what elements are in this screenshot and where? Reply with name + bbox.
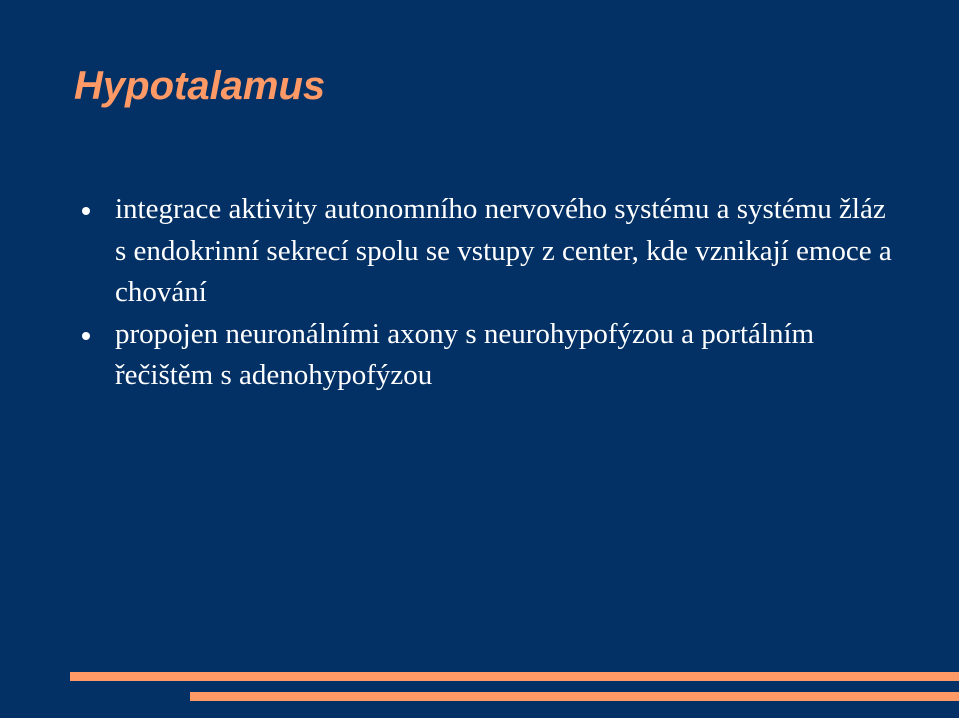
bullet-text: integrace aktivity autonomního nervového systému a systému žláz s endokrinní sekrecí spolu se vstupy z center, kde vznikají emoce a chování	[115, 193, 892, 308]
bullet-dot-icon	[82, 207, 90, 215]
bullet-item	[82, 314, 902, 397]
footer-decor-bar-upper	[70, 672, 959, 681]
bullet-list	[82, 189, 902, 397]
footer-decor-bar-lower	[190, 692, 959, 701]
bullet-dot-icon	[82, 332, 90, 340]
slide-title: Hypotalamus	[74, 64, 326, 108]
bullet-text: propojen neuronálními axony s neurohypofýzou a portálním řečištěm s adenohypofýzou	[115, 317, 815, 391]
bullet-item	[82, 189, 902, 314]
